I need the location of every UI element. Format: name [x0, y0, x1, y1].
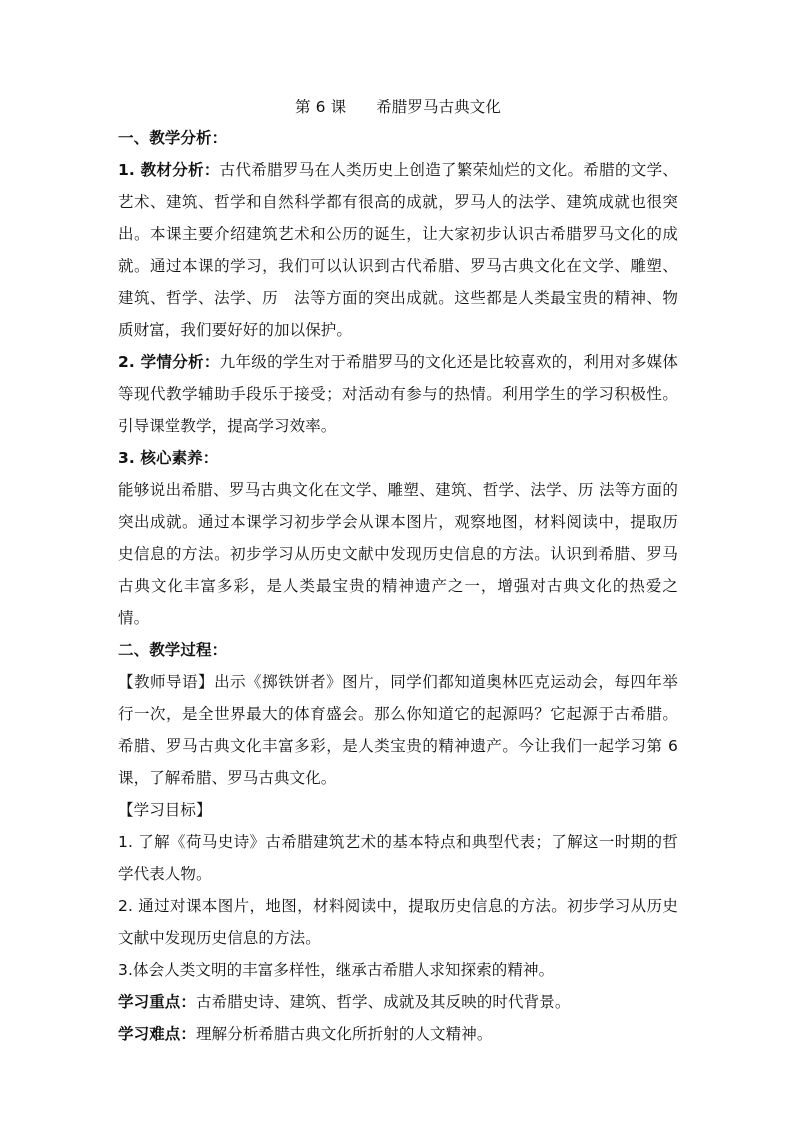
text-student-analysis: 九年级的学生对于希腊罗马的文化还是比较喜欢的，利用对多媒体等现代教学辅助手段乐于接受；对活动有参与的热情。利用学生的学习积极性。引导课堂教学，提高学习效率。 [118, 353, 679, 435]
section-heading-process: 二、教学过程： [118, 641, 228, 659]
text-core-literacy: 能够说出希腊、罗马古典文化在文学、雕塑、建筑、哲学、法学、历 法等方面的突出成就。通过本课学习初步学会从课本图片，观察地图，材料阅读中，提取历史信息的方法。初步学习从历史文献中发现历史信息的方法。认识到希腊、罗马古典文化丰富多彩，是人类最宝贵的精神遗产之一，增强对古典文化的热爱之情。 [118, 481, 678, 627]
label-textbook-analysis: 1. 教材分析： [118, 161, 220, 179]
paragraph-key-points [118, 986, 678, 1018]
paragraph-textbook-analysis [118, 154, 678, 346]
label-difficult-points: 学习难点： [118, 1025, 197, 1043]
label-teacher-intro: 【教师导语】 [118, 673, 215, 691]
section-heading-analysis: 一、教学分析： [118, 129, 228, 147]
learning-goal-2: 2. 通过对课本图片，地图，材料阅读中，提取历史信息的方法。初步学习从历史文献中发现历史信息的方法。 [118, 897, 678, 947]
text-key-points: 古希腊史诗、建筑、哲学、成就及其反映的时代背景。 [196, 993, 571, 1011]
paragraph-difficult-points [118, 1018, 678, 1050]
learning-goal-3: 3.体会人类文明的丰富多样性，继承古希腊人求知探索的精神。 [118, 961, 555, 979]
text-teacher-intro: 出示《掷铁饼者》图片，同学们都知道奥林匹克运动会，每四年举行一次，是全世界最大的体育盛会。那么你知道它的起源吗？它起源于古希腊。希腊、罗马古典文化丰富多彩，是人类宝贵的精神遗产。今让我们一起学习第 6 课，了解希腊、罗马古典文化。 [118, 673, 678, 787]
label-student-analysis: 2. 学情分析： [118, 353, 220, 371]
lesson-number: 第 6 课 [294, 98, 347, 116]
text-textbook-analysis: 古代希腊罗马在人类历史上创造了繁荣灿烂的文化。希腊的文学、艺术、建筑、哲学和自然科学都有很高的成就，罗马人的法学、建筑成就也很突出。本课主要介绍建筑艺术和公历的诞生，让大家初步认识古希腊罗马文化的成就。通过本课的学习，我们可以认识到古代希腊、罗马古典文化在文学、雕塑、建筑、哲学、法学、历 法等方面的突出成就。这些都是人类最宝贵的精神、物质财富，我们要好好的加以保护。 [118, 161, 679, 339]
label-core-literacy: 3. 核心素养： [118, 449, 219, 467]
lesson-title [118, 92, 678, 122]
label-key-points: 学习重点： [118, 993, 197, 1011]
paragraph-student-analysis [118, 346, 678, 442]
paragraph-teacher-intro [118, 666, 678, 794]
learning-goal-1: 1. 了解《荷马史诗》古希腊建筑艺术的基本特点和典型代表；了解这一时期的哲学代表人物。 [118, 833, 678, 883]
lesson-name: 希腊罗马古典文化 [376, 98, 502, 116]
text-difficult-points: 理解分析希腊古典文化所折射的人文精神。 [196, 1025, 493, 1043]
label-learning-goals: 【学习目标】 [118, 801, 212, 819]
document-page [118, 92, 678, 1050]
